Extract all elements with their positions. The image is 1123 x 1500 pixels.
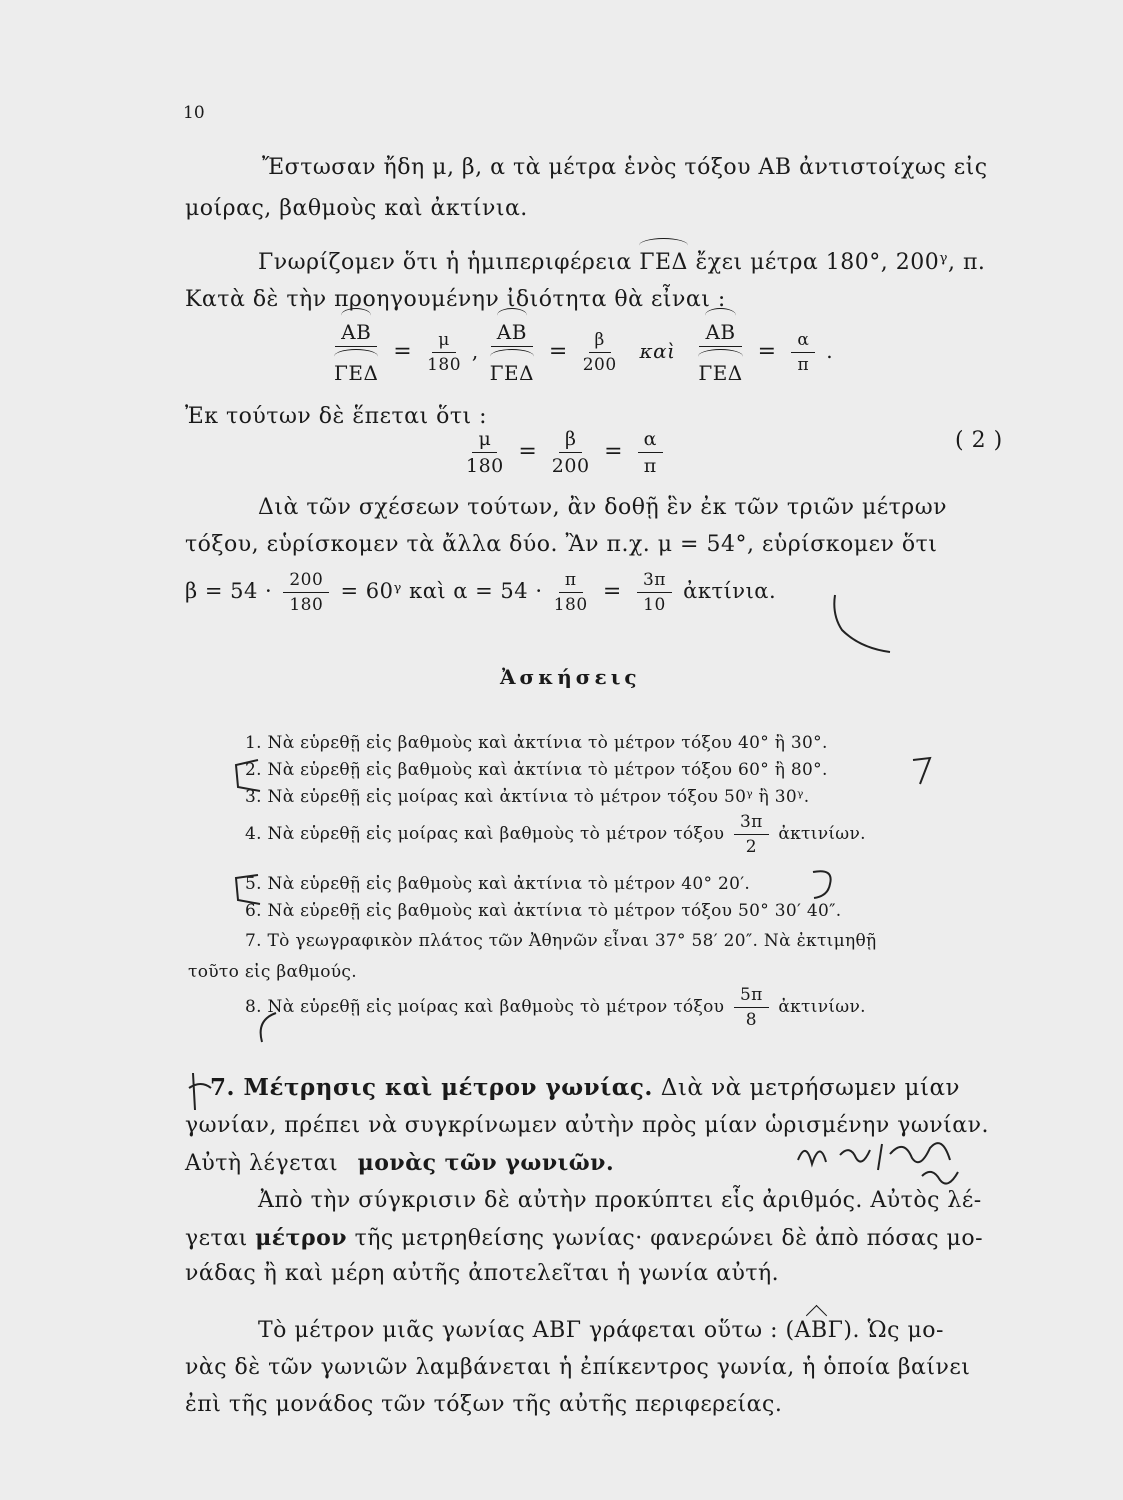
arc-ged: ΓΕΔ (698, 361, 743, 385)
pi: π (797, 355, 810, 375)
exercise-1: 1. Νὰ εὑρεθῇ εἰς βαθμοὺς καὶ ἀκτίνια τὸ μέτρον τόξου 40° ἢ 30°. (245, 733, 828, 753)
arc-ged: ΓΕΔ (334, 361, 379, 385)
section-7-heading: 7. Μέτρησις καὶ μέτρον γωνίας. (210, 1074, 653, 1101)
relations-line-2: τόξου, εὑρίσκομεν τὰ ἄλλα δύο. Ἂν π.χ. μ = 54°, εὑρίσκομεν ὅτι (185, 532, 938, 557)
fraction-ab-ged-1 (334, 320, 378, 385)
exercise-5: 5. Νὰ εὑρεθῇ εἰς βαθμοὺς καὶ ἀκτίνια τὸ μέτρον 40° 20′. (245, 874, 751, 894)
semicircle-text-a: Γνωρίζομεν ὅτι ἡ ἡμιπεριφέρεια (258, 250, 632, 275)
exercise-6: 6. Νὰ εὑρεθῇ εἰς βαθμοὺς καὶ ἀκτίνια τὸ μέτρον τόξου 50° 30′ 40″. (245, 901, 842, 921)
num-3pi: 3π (637, 570, 672, 593)
exercise-3: 3. Νὰ εὑρεθῇ εἰς μοίρας καὶ ἀκτίνια τὸ μέτρον τόξου 50ᵞ ἢ 30ᵞ. (245, 787, 810, 807)
section-7-line-3-text: Αὐτὴ λέγεται (185, 1151, 339, 1176)
intro-line-2: μοίρας, βαθμοὺς καὶ ἀκτίνια. (185, 196, 528, 221)
section-7-line-7-a: Τὸ μέτρον μιᾶς γωνίας ΑΒΓ γράφεται οὕτω : ( (258, 1318, 795, 1343)
section-7-line-1 (210, 1074, 960, 1101)
num-200: 200 (283, 570, 329, 593)
pencil-bracket-5-end (808, 864, 848, 904)
semicircle-line-2: Κατὰ δὲ τὴν προηγουμένην ἰδιότητα θὰ εἶναι : (185, 287, 726, 312)
fraction-5pi-8 (734, 985, 769, 1030)
fraction-beta-200 (583, 330, 617, 375)
hence-line: Ἐκ τούτων δὲ ἕπεται ὅτι : (185, 404, 488, 429)
num-10: 10 (643, 595, 666, 615)
fraction-ab-ged-3 (698, 320, 742, 385)
beta: β (589, 330, 611, 353)
section-7-line-7 (258, 1318, 944, 1343)
fraction-ab-ged-2 (490, 320, 534, 385)
equals-sign: = (602, 579, 622, 604)
semicircle-line-1 (258, 250, 985, 275)
exercise-7-line-2: τοῦτο εἰς βαθμούς. (188, 962, 357, 982)
pencil-check-mark (820, 590, 900, 660)
fraction-3pi-2 (734, 812, 769, 857)
beta: β (559, 428, 582, 453)
section-7-line-9: ἐπὶ τῆς μονάδος τῶν τόξων τῆς αὐτῆς περιφερείας. (185, 1392, 783, 1417)
fraction-200-180 (283, 570, 329, 615)
arc-ged: ΓΕΔ (639, 250, 688, 275)
exercise-4 (245, 812, 866, 857)
section-7-line-4: Ἀπὸ τὴν σύγκρισιν δὲ αὐτὴν προκύπτει εἷς ἀριθμός. Αὐτὸς λέ- (258, 1188, 982, 1213)
exercise-4-tail: ἀκτινίων. (778, 824, 866, 844)
equals-sign: = (518, 438, 538, 464)
semicircle-text-b: ἔχει μέτρα 180°, 200ᵞ, π. (695, 250, 986, 275)
fraction-3pi-10 (637, 570, 672, 615)
comma: , (471, 339, 479, 363)
equation-label: ( 2 ) (955, 428, 1003, 453)
exercise-4-text: 4. Νὰ εὑρεθῇ εἰς μοίρας καὶ βαθμοὺς τὸ μέτρον τόξου (245, 824, 725, 844)
worked-example (185, 570, 776, 615)
num-180: 180 (553, 595, 588, 615)
pencil-bracket-5 (228, 870, 268, 910)
unit-term: μονὰς τῶν γωνιῶν. (357, 1150, 615, 1176)
alpha: α (638, 428, 663, 453)
equals-sign: = (548, 339, 568, 364)
fraction-alpha-pi (791, 330, 815, 375)
section-7-line-6: νάδας ἢ καὶ μέρη αὐτῆς ἀποτελεῖται ἡ γωνία αὐτή. (185, 1261, 780, 1286)
equation-2 (462, 428, 667, 477)
section-7-line-2: γωνίαν, πρέπει νὰ συγκρίνωμεν αὐτὴν πρὸς μίαν ὡρισμένην γωνίαν. (185, 1113, 990, 1138)
section-7-line-5-b: τῆς μετρηθείσης γωνίας· φανερώνει δὲ ἀπὸ πόσας μο- (354, 1226, 984, 1251)
section-7-line-5 (185, 1225, 983, 1251)
kai-word: καὶ (639, 339, 676, 363)
measure-term: μέτρον (255, 1225, 348, 1251)
exercise-7-line-1: 7. Τὸ γεωγραφικὸν πλάτος τῶν Ἀθηνῶν εἶναι 37° 58′ 20″. Νὰ ἐκτιμηθῇ (245, 931, 877, 951)
pencil-mark-2 (908, 752, 938, 792)
example-tail: ἀκτίνια. (683, 579, 777, 603)
intro-line-1: Ἔστωσαν ἤδη μ, β, α τὰ μέτρα ἑνὸς τόξου ΑΒ ἀντιστοίχως εἰς (262, 155, 988, 180)
arc-ab: ΑΒ (496, 320, 527, 344)
num-200: 200 (582, 355, 617, 375)
equals-sign: = (757, 339, 777, 364)
pencil-bracket-2 (228, 755, 268, 800)
fraction-alpha-pi (638, 428, 663, 477)
pi: π (643, 455, 657, 477)
section-7-line-3 (185, 1150, 614, 1176)
period: . (826, 339, 834, 363)
page-number: 10 (183, 103, 205, 123)
arc-ab: ΑΒ (705, 320, 736, 344)
exercise-8 (245, 985, 866, 1030)
fraction-mu-180 (466, 428, 504, 477)
num-5pi: 5π (734, 985, 769, 1008)
exercise-8-tail: ἀκτινίων. (778, 997, 866, 1017)
arc-ged: ΓΕΔ (489, 361, 535, 385)
pi: π (559, 570, 583, 593)
fraction-mu-180 (427, 330, 461, 375)
num-180: 180 (427, 355, 462, 375)
exercise-2: 2. Νὰ εὑρεθῇ εἰς βαθμοὺς καὶ ἀκτίνια τὸ μέτρον τόξου 60° ἢ 80°. (245, 760, 828, 780)
section-7-line-5-a: γεται (185, 1226, 248, 1251)
num-8: 8 (745, 1010, 757, 1030)
num-2: 2 (745, 837, 757, 857)
angle-abg: ΑΒΓ (794, 1318, 844, 1343)
equals-sign: = (604, 438, 624, 464)
exercise-8-text: 8. Νὰ εὑρεθῇ εἰς μοίρας καὶ βαθμοὺς τὸ μέτρον τόξου (245, 997, 725, 1017)
num-3pi: 3π (734, 812, 769, 835)
example-beta: β = 54 · (185, 579, 273, 603)
num-180: 180 (466, 455, 504, 477)
section-7-line-7-b: ). Ὡς μο- (843, 1318, 944, 1343)
section-7-line-1-rest: Διὰ νὰ μετρήσωμεν μίαν (660, 1075, 960, 1101)
ratio-equations (330, 320, 833, 385)
mu: μ (472, 428, 497, 453)
arc-ab: ΑΒ (341, 320, 372, 344)
num-200: 200 (551, 455, 590, 477)
alpha: α (791, 330, 815, 353)
num-180: 180 (289, 595, 324, 615)
fraction-pi-180 (554, 570, 588, 615)
section-7-line-8: νὰς δὲ τῶν γωνιῶν λαμβάνεται ἡ ἐπίκεντρος γωνία, ἡ ὁποία βαίνει (185, 1355, 971, 1380)
relations-line-1: Διὰ τῶν σχέσεων τούτων, ἂν δοθῇ ἓν ἐκ τῶν τριῶν μέτρων (258, 495, 948, 520)
example-middle: = 60ᵞ καὶ α = 54 · (340, 579, 543, 603)
mu: μ (432, 330, 456, 353)
pencil-mark-8 (252, 1008, 282, 1048)
exercises-title: Ἀσκήσεις (500, 665, 641, 689)
fraction-beta-200 (552, 428, 590, 477)
equals-sign: = (393, 339, 413, 364)
